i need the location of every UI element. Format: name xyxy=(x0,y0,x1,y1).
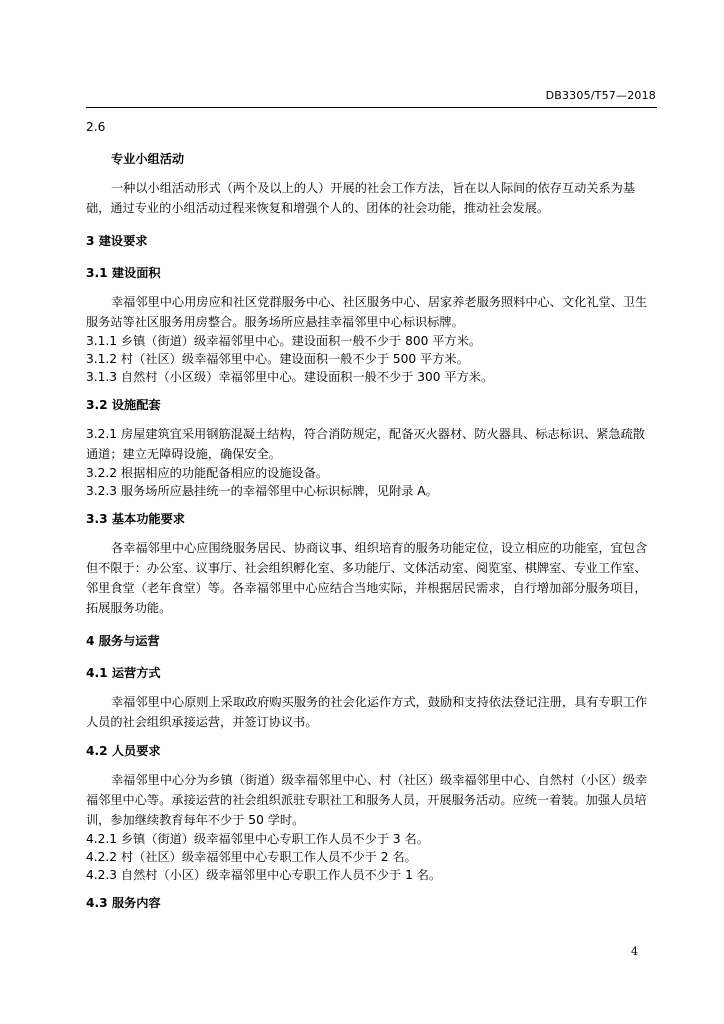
clause-3-2-1: 3.2.1 房屋建筑宜采用钢筋混凝土结构，符合消防规定，配备灭火器材、防火器具、标志标识、紧急疏散通道；建立无障碍设施，确保安全。 xyxy=(86,427,645,461)
clause-3-1-2: 3.1.2 村（社区）级幸福邻里中心。建设面积一般不少于 500 平方米。 xyxy=(86,352,469,366)
section-4-1-body: 幸福邻里中心原则上采取政府购买服务的社会化运作方式，鼓励和支持依法登记注册，具有专职工作人员的社会组织承接运营，并签订协议书。 xyxy=(86,695,648,729)
document-body xyxy=(86,118,657,912)
section-2-6-number: 2.6 xyxy=(86,120,106,134)
standard-code: DB3305/T57—2018 xyxy=(545,89,656,102)
section-2-6-title: 专业小组活动 xyxy=(111,152,185,166)
section-3-3-body: 各幸福邻里中心应围绕服务居民、协商议事、组织培育的服务功能定位，设立相应的功能室，宜包含但不限于：办公室、议事厅、社会组织孵化室、多功能厅、文体活动室、阅览室、棋牌室、专业工作室、邻里食堂（老年食堂）等。各幸福邻里中心应结合当地实际，并根据居民需求，自行增加部分服务项目，拓展服务功能。 xyxy=(86,541,648,615)
page-number: 4 xyxy=(631,945,638,958)
header-divider xyxy=(86,107,657,108)
section-4-heading: 4 服务与运营 xyxy=(86,634,160,648)
clause-4-2-3: 4.2.3 自然村（小区）级幸福邻里中心专职工作人员不少于 1 名。 xyxy=(86,868,442,882)
section-3-1-heading: 3.1 建设面积 xyxy=(86,266,161,280)
section-3-1-body: 幸福邻里中心用房应和社区党群服务中心、社区服务中心、居家养老服务照料中心、文化礼堂、卫生服务站等社区服务用房整合。服务场所应悬挂幸福邻里中心标识标牌。 xyxy=(86,295,648,329)
clause-4-2-2: 4.2.2 村（社区）级幸福邻里中心专职工作人员不少于 2 名。 xyxy=(86,850,417,864)
section-3-3-heading: 3.3 基本功能要求 xyxy=(86,512,185,526)
section-3-heading: 3 建设要求 xyxy=(86,234,148,248)
section-3-2-heading: 3.2 设施配套 xyxy=(86,398,161,412)
clause-4-2-1: 4.2.1 乡镇（街道）级幸福邻里中心专职工作人员不少于 3 名。 xyxy=(86,832,429,846)
clause-3-1-3: 3.1.3 自然村（小区级）幸福邻里中心。建设面积一般不少于 300 平方米。 xyxy=(86,370,494,384)
section-4-1-heading: 4.1 运营方式 xyxy=(86,666,161,680)
section-4-2-heading: 4.2 人员要求 xyxy=(86,744,161,758)
clause-3-2-3: 3.2.3 服务场所应悬挂统一的幸福邻里中心标识标牌，见附录 A。 xyxy=(86,484,438,498)
clause-3-2-2: 3.2.2 根据相应的功能配备相应的设施设备。 xyxy=(86,466,329,480)
clause-3-1-1: 3.1.1 乡镇（街道）级幸福邻里中心。建设面积一般不少于 800 平方米。 xyxy=(86,334,481,348)
section-4-3-heading: 4.3 服务内容 xyxy=(86,896,161,910)
section-2-6-body: 一种以小组活动形式（两个及以上的人）开展的社会工作方法，旨在以人际间的依存互动关系为基础，通过专业的小组活动过程来恢复和增强个人的、团体的社会功能，推动社会发展。 xyxy=(86,181,636,215)
section-4-2-body: 幸福邻里中心分为乡镇（街道）级幸福邻里中心、村（社区）级幸福邻里中心、自然村（小区）级幸福邻里中心等。承接运营的社会组织派驻专职社工和服务人员，开展服务活动。应统一着装。加强人员培训，参加继续教育每年不少于 50 学时。 xyxy=(86,773,648,827)
